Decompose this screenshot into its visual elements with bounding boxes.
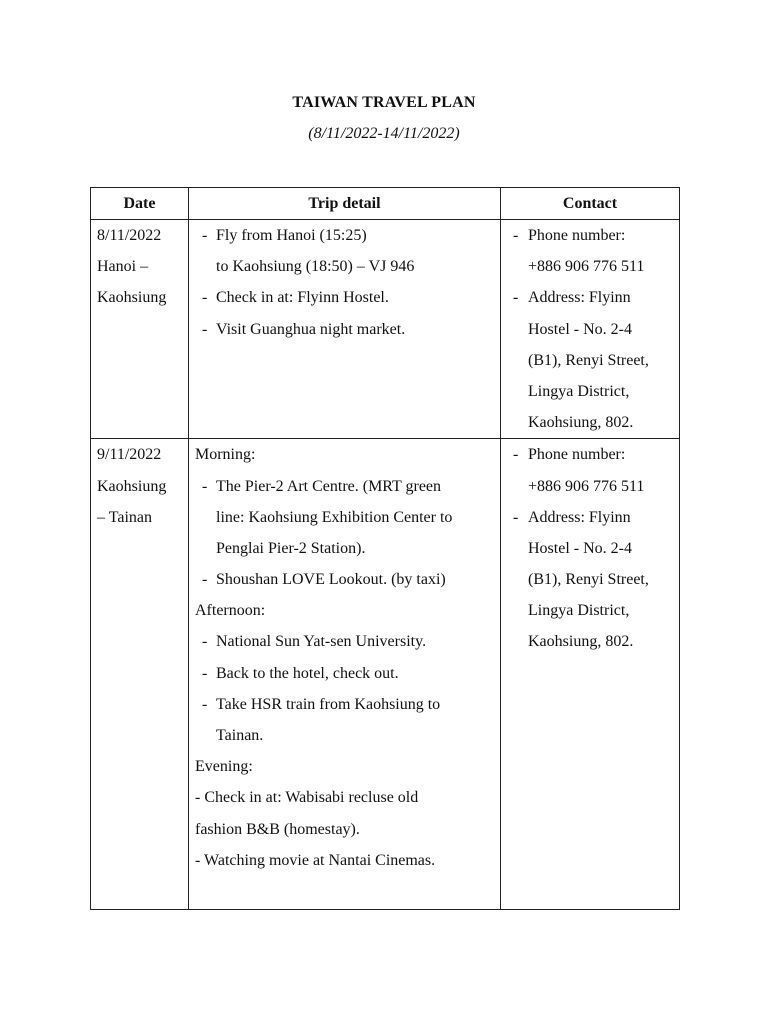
document-subtitle: (8/11/2022-14/11/2022) — [308, 125, 460, 142]
trip-item-continued: fashion B&B (homestay). — [195, 820, 360, 838]
trip-item-continued: Tainan. — [216, 727, 264, 744]
contact-address: - Address: Flyinn — [513, 508, 631, 526]
contact-address-line: Lingya District, — [528, 382, 630, 400]
section-heading-afternoon: Afternoon: — [195, 602, 266, 620]
contact-address-line: Kaohsiung, 802. — [528, 414, 634, 432]
contact-address-line: (B1), Renyi Street, — [528, 571, 649, 589]
date-line: Kaohsiung — [97, 477, 167, 495]
trip-item: - Check in at: Wabisabi recluse old — [195, 789, 419, 807]
trip-item: - Visit Guanghua night market. — [202, 320, 406, 338]
trip-item: - Watching movie at Nantai Cinemas. — [195, 851, 436, 869]
date-line: 9/11/2022 — [97, 446, 162, 464]
trip-detail-cell — [189, 220, 501, 439]
contact-address-line: Lingya District, — [528, 602, 630, 620]
document-title: TAIWAN TRAVEL PLAN — [292, 94, 476, 111]
contact-phone-label: - Phone number: — [513, 446, 626, 464]
date-line: 8/11/2022 — [97, 227, 162, 244]
contact-phone-label: - Phone number: — [513, 227, 626, 244]
header-contact: Contact — [501, 188, 680, 220]
trip-item: - Take HSR train from Kaohsiung to — [202, 695, 441, 713]
trip-item: - Back to the hotel, check out. — [202, 664, 399, 682]
header-date: Date — [91, 188, 189, 220]
contact-address-line: Kaohsiung, 802. — [528, 633, 634, 651]
trip-item-continued: Penglai Pier-2 Station). — [216, 539, 366, 557]
trip-item-continued: line: Kaohsiung Exhibition Center to — [216, 508, 453, 526]
contact-address-line: Hostel - No. 2-4 — [528, 320, 632, 338]
trip-item: - Shoushan LOVE Lookout. (by taxi) — [202, 571, 446, 589]
contact-cell — [501, 220, 680, 439]
trip-item: - The Pier-2 Art Centre. (MRT green — [202, 477, 442, 495]
section-heading-evening: Evening: — [195, 758, 253, 776]
contact-address: - Address: Flyinn — [513, 289, 631, 307]
date-cell — [91, 439, 189, 910]
date-line: Hanoi – — [97, 258, 149, 276]
contact-cell — [501, 439, 680, 910]
date-line: – Tainan — [97, 508, 153, 526]
trip-item: - Fly from Hanoi (15:25) — [202, 227, 367, 244]
section-heading-morning: Morning: — [195, 446, 256, 464]
contact-phone: +886 906 776 511 — [528, 258, 645, 276]
contact-phone: +886 906 776 511 — [528, 477, 645, 495]
header-trip-detail: Trip detail — [189, 188, 501, 220]
table-row — [91, 220, 680, 439]
date-line: Kaohsiung — [97, 289, 167, 307]
contact-address-line: (B1), Renyi Street, — [528, 351, 649, 369]
trip-item: - Check in at: Flyinn Hostel. — [202, 289, 389, 307]
trip-detail-cell — [189, 439, 501, 910]
trip-item: - National Sun Yat-sen University. — [202, 633, 427, 651]
table-header-row — [91, 188, 680, 220]
table-row — [91, 439, 680, 910]
travel-plan-table — [90, 187, 680, 910]
contact-address-line: Hostel - No. 2-4 — [528, 539, 632, 557]
date-cell — [91, 220, 189, 439]
trip-item-continued: to Kaohsiung (18:50) – VJ 946 — [216, 258, 415, 276]
